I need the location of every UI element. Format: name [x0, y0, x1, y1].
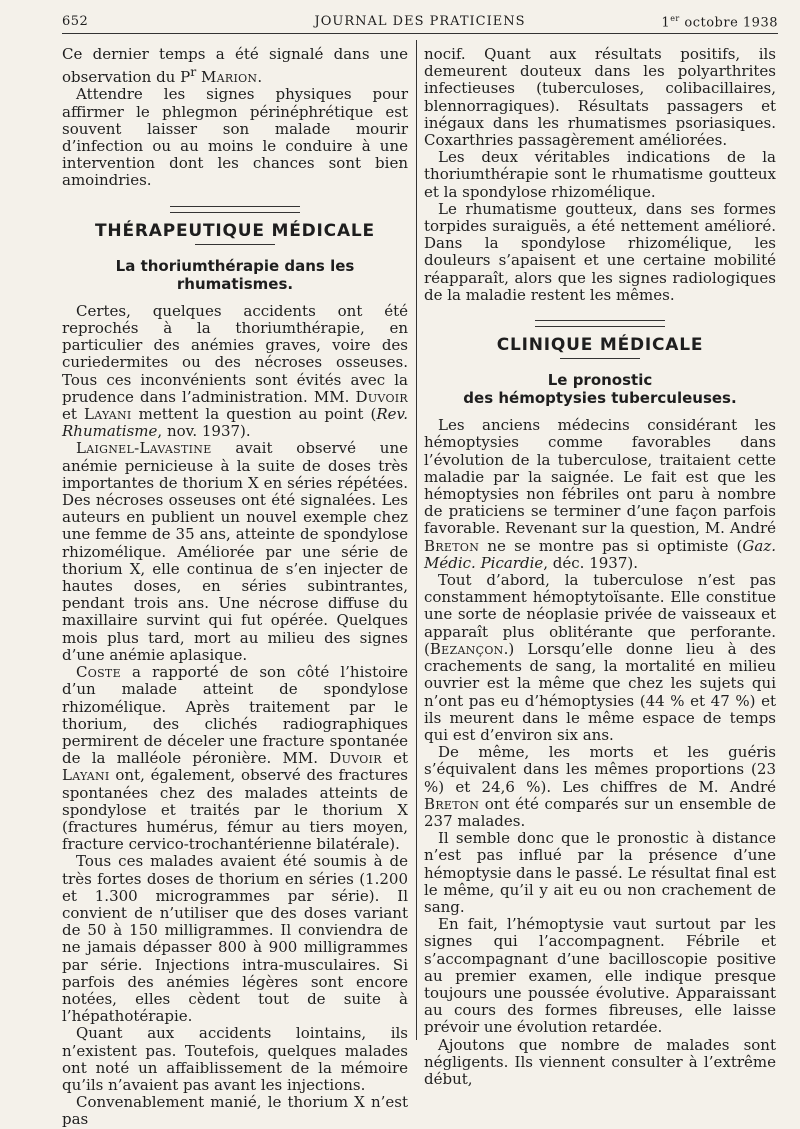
paragraph: nocif. Quant aux résultats positifs, ils demeurent douteux dans les polyarthrites infectieuses (tuberculoses, colibacillaires, blennorragiques). Résultats passagers et inégaux dans les rhumatismes psoriasiques. Coxarthries passagèrement améliorées. [424, 45, 776, 150]
page-header [62, 14, 778, 34]
intro-paragraph-2: Attendre les signes physiques pour affirmer le phlegmon périnéphrétique est souvent laisser son malade mourir d’infection ou au moins le conduire à une intervention dont les chances sont bien amoindries. [62, 85, 408, 190]
header-rule [62, 33, 778, 34]
paragraph: Les anciens médecins considérant les hémoptysies comme favorables dans l’évolution de la tuberculose, traitaient cette maladie par la saignée. Le fait est que les hémoptysies non fébriles ont paru à nombre de praticiens se terminer d’une façon parfois favorable. Revenant sur la question, M. André Breton ne se montre pas si optimiste (Gaz. Médic. Picardie, déc. 1937). [424, 416, 776, 572]
paragraph: Ajoutons que nombre de malades sont négligents. Ils viennent consulter à l’extrême début, [424, 1035, 776, 1088]
paragraph: Quant aux accidents lointains, ils n’existent pas. Toutefois, quelques malades ont noté un affaiblissement de la mémoire qu’ils n’avaient pas avant les injections. [62, 1024, 408, 1094]
paragraph: Le rhumatisme goutteux, dans ses formes torpides suraiguës, a été nettement amélioré. Dans la spondylose rhizomélique, les douleurs s’apaisent et une certaine mobilité réapparaît, alors que les signes radiologiques de la maladie restent les mêmes. [424, 199, 776, 304]
section-title-therapeutique: THÉRAPEUTIQUE MÉDICALE [95, 220, 375, 241]
article-title-thorium: La thoriumthérapie dans les rhumatismes. [115, 256, 355, 293]
left-column [62, 45, 408, 1129]
issue-date: 1er octobre 1938 [661, 14, 778, 31]
paragraph: Il semble donc que le pronostic à distance n’est pas influé par la présence d’une hémoptysie dans le passé. Le résultat final est le même, qu’il y ait eu ou non crachement de sang. [424, 829, 776, 916]
article-title-pronostic: Le pronostic des hémoptysies tuberculeuses. [463, 371, 737, 408]
paragraph: Coste a rapporté de son côté l’histoire d’un malade atteint de spondylose rhizomélique. Après traitement par le thorium, des clichés radiographiques permirent de déceler une fracture spontanée de la malléole péronière. MM. Duvoir et Layani ont, également, observé des fractures spontanées chez des malades atteints de spondylose et traités par le thorium X (fractures humérus, fémur au tiers moyen, fracture cervico-trochantérienne bilatérale). [62, 663, 408, 854]
paragraph: Convenablement manié, le thorium X n’est pas [62, 1093, 408, 1129]
paragraph: Laignel-Lavastine avait observé une anémie pernicieuse à la suite de doses très importantes de thorium X en séries répétées. Des nécroses osseuses ont été signalées. Les auteurs en publient un nouvel exemple chez une femme de 35 ans, atteinte de spondylose rhizomélique. Améliorée par une série de thorium X, elle continua de s’en injecter de hautes doses, en séries subintrantes, pendant trois ans. Une nécrose diffuse du maxillaire survint qui fut opérée. Quelques mois plus tard, mort au milieu des signes d’une anémie aplasique. [62, 439, 408, 664]
paragraph: En fait, l’hémoptysie vaut surtout par les signes qui l’accompagnent. Fébrile et s’accompagnant d’une bacilloscopie positive au premier examen, elle indique presque toujours une poussée évolutive. Apparaissant au cours des formes fibreuses, elle laisse prévoir une évolution retardée. [424, 915, 776, 1037]
paragraph: Tous ces malades avaient été soumis à de très fortes doses de thorium en séries (1.200 et 1.300 microgrammes par série). Il convient de n’utiliser que des doses variant de 50 à 150 milligrammes. Il conviendra de ne jamais dépasser 800 à 900 milligrammes par série. Injections intra-musculaires. Si parfois des anémies légères sont encore notées, elles cèdent tout de suite à l’hépathotérapie. [62, 852, 408, 1026]
page-number: 652 [62, 14, 89, 29]
paragraph: Tout d’abord, la tuberculose n’est pas constamment hémoptytoïsante. Elle constitue une sorte de néoplasie privée de vaisseaux et apparaît plus oblitérante que perforante. (Bezançon.) Lorsqu’elle donne lieu à des crachements de sang, la mortalité en milieu ouvrier est la même que chez les sujets qui n’ont pas eu d’hémoptysies (44 % et 47 %) et ils meurent dans le même espace de temps qui est d’environ six ans. [424, 571, 776, 744]
paragraph: De même, les morts et les guéris s’équivalent dans les mêmes proportions (23 %) et 24,6 %). Les chiffres de M. André Breton ont été comparés sur un ensemble de 237 malades. [424, 743, 776, 830]
paragraph: Les deux véritables indications de la thoriumthérapie sont le rhumatisme goutteux et la spondylose rhizomélique. [424, 148, 776, 201]
right-column [424, 45, 776, 1088]
column-divider [416, 40, 417, 1040]
section-separator [170, 206, 300, 213]
section-underline [560, 358, 640, 359]
section-title-clinique: CLINIQUE MÉDICALE [496, 335, 704, 356]
section-underline [195, 244, 275, 245]
intro-paragraph-1: Ce dernier temps a été signalé dans une observation du $P^r$ Marion. [62, 45, 408, 87]
journal-title: JOURNAL DES PRATICIENS [314, 14, 526, 29]
paragraph: Certes, quelques accidents ont été reprochés à la thoriumthérapie, en particulier des anémies graves, voire des curiedermites ou des nécroses osseuses. Tous ces inconvénients sont évités avec la prudence dans l’administration. MM. Duvoir et Layani mettent la question au point (Rev. Rhumatisme, nov. 1937). [62, 301, 408, 441]
section-separator [535, 320, 665, 327]
